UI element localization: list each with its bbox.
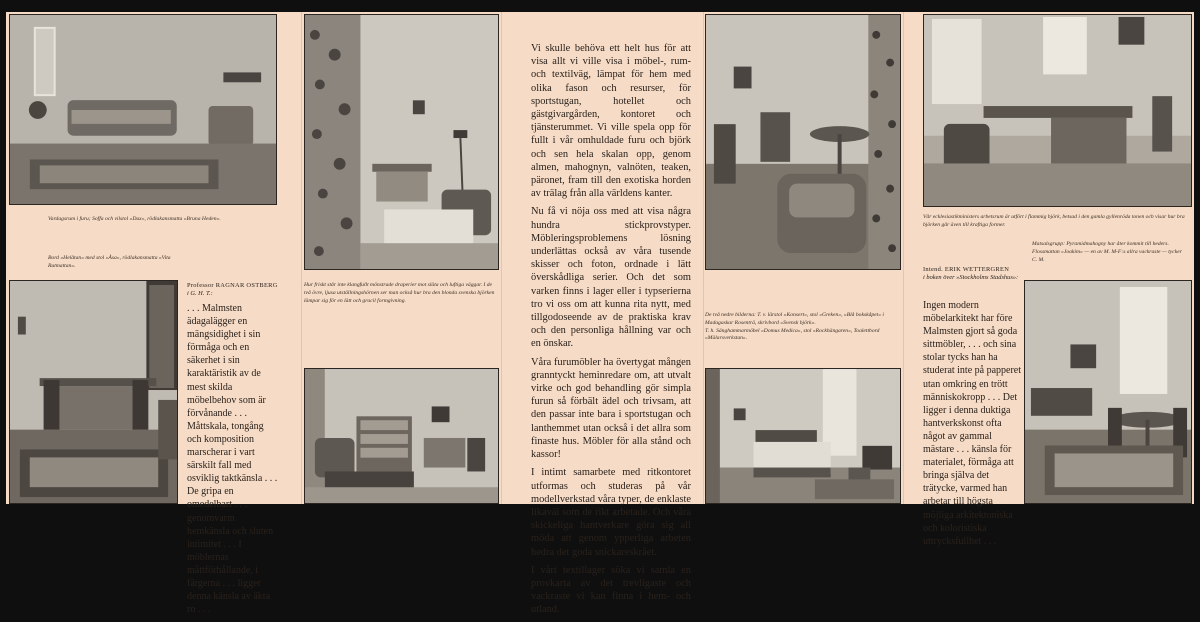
ostberg-intro [187, 282, 282, 299]
drapery-caption: Hur friskt står inte klangfullt mönstrade draperier mot släta och luftiga väggar. I de två övre, ljusa utställningshörnen ser man också hur bra den blonda svenska björken lämpar sig för en lätt och gracil formgivning. [304, 282, 495, 304]
fold-line-2 [501, 12, 502, 504]
ostberg-name: Professor RAGNAR OSTBERG [187, 282, 278, 289]
birch-corner-photo [304, 368, 499, 504]
living-room-caption: Vardagsrum i furu; Soffa och vilstol »Dux», rödlakansmatta »Bruna Heden». [48, 216, 221, 222]
wettergren-name: Intend. ERIK WETTERGREN [923, 266, 1010, 273]
fold-line-4 [903, 12, 904, 504]
bedroom-photo [705, 368, 901, 504]
fold-line-1 [301, 12, 302, 504]
ostberg-source: i G. H. T.: [187, 290, 213, 298]
minister-office-photo [923, 14, 1192, 207]
lower-caption-right: T. h. Sänghammarmöbel »Domus Medica», stol »Rockhängaren», Toalettbord »Mälarsverkstan». [705, 327, 880, 342]
wettergren-intro [923, 266, 1033, 283]
dining-group-caption: Matsalsgrupp: Pyramidmahogny har åter kommit till heders. Flossmattan »Joakim» — en av M. M-F:s allra vackraste — tycker C. M. [1032, 241, 1182, 263]
armchair-room-photo [705, 14, 901, 270]
dining-caption: Bord »Helåtan» med stol »Åsa», rödlakansmatta »Vita Rutmattan». [48, 255, 171, 269]
dining-group-photo [1024, 280, 1192, 504]
ostberg-quote: . . . Malmsten ädagalägger en mängsidighet i sin förmåga och en säkerhet i sin karaktäristik av de mest skilda möbelbehov som är förvånande . . . Måttskala, tongång och komposition marscherar i vart särskilt fall med osviklig taktkänsla . . . De gripa en omedelbart . . . genomvarm hemkänsla och sluten intimitet . . . I möblernas måttförhållande, i färgerna . . . ligger denna känsla av äkta ro . . . [187, 303, 278, 616]
main-paragraph-4: I intimt samarbete med ritkontoret utformas och studeras på vår modellverkstad våra typer, de enklaste likaväl som de rikt arbetade. Och våra skickeliga hantverkare göra sig all möda att genom ypperliga arbeten hedra det goda snickareskrået. [531, 467, 691, 558]
wettergren-quote: Ingen modern möbelarkitekt har före Malmsten gjort så goda sittmöbler, . . . och sina stolar tycks han ha studerat inte på papperet utan omkring en trött människokropp . . . Det ligger i denna duktiga hantverkskonst ofta något av gammal mästare . . . känsla för materialet, förmåga att bringa själva det trätycke, varmed han arbetar till högsta möjliga arkitektoniska och koloristiska uttrycksfullhet . . . [923, 300, 1022, 547]
main-paragraph-1: Vi skulle behöva ett helt hus för att visa allt vi ville visa i möbel-, rum- och textilväg, lämpat för hem med olika fason och resurser, för sportstugan, hotellet och gästgivargården, kontoret och tjänsterummet. Vi ville spela opp för fullt i vår omhuldade furu och björk och sen hela skalan opp, genom almen, mahognyn, valnöten, teaken, päronet, fram till den exotiska horden av trälag från alla världens kanter. [531, 43, 691, 200]
main-text-column [531, 42, 691, 622]
office-caption: Vår ecklesiastikministers arbetsrum är utfört i flammig björk, betsad i den gamla gyllenröda tonen och visar hur bra björken går även till kraftiga former. [923, 214, 1185, 228]
main-paragraph-2: Nu få vi nöja oss med att visa några hundra stickprovstyper. Möbleringsproblemens lösning underlättas också av våra tusende skisser och foton, ordnade i lätt överskådliga serier. Och det som varken finns i lager eller i typserierna tro vi oss om att kunna rita nytt, med tillgodoseende av de praktiska krav och den personliga hållning var och en önskar. [531, 206, 691, 350]
living-room-photo [9, 14, 277, 205]
drapery-corner-photo [304, 14, 499, 270]
brochure-sheet [6, 12, 1194, 616]
lower-caption-left: De två nedre bilderna: T. v. lärstol »Konsert», stol »Greken», »Blå bokskåpet» i Madagaskar Rosenträ, skrivbord »Svensk björk». [705, 312, 884, 326]
main-paragraph-3: Våra furumöbler ha övertygat mången granntyckt heminredare om, att utvalt virke och god behandling gör simpla furun så förbält ädel och trivsam, att den passar inte bara i sportstugan och lanthemmet utan också i det allra som finaste hus. Möbler för alla stånd och kassor! [531, 356, 691, 461]
lower-photos-caption [705, 312, 901, 343]
dining-room-photo [9, 280, 178, 504]
wettergren-source: i boken över »Stockholms Stadshus»: [923, 274, 1019, 282]
main-paragraph-5: I vårt textillager söka vi samla en provkarta av det trevligaste och vackraste vi kan finna i hem- och utland. [531, 564, 691, 616]
fold-line-3 [703, 12, 704, 504]
